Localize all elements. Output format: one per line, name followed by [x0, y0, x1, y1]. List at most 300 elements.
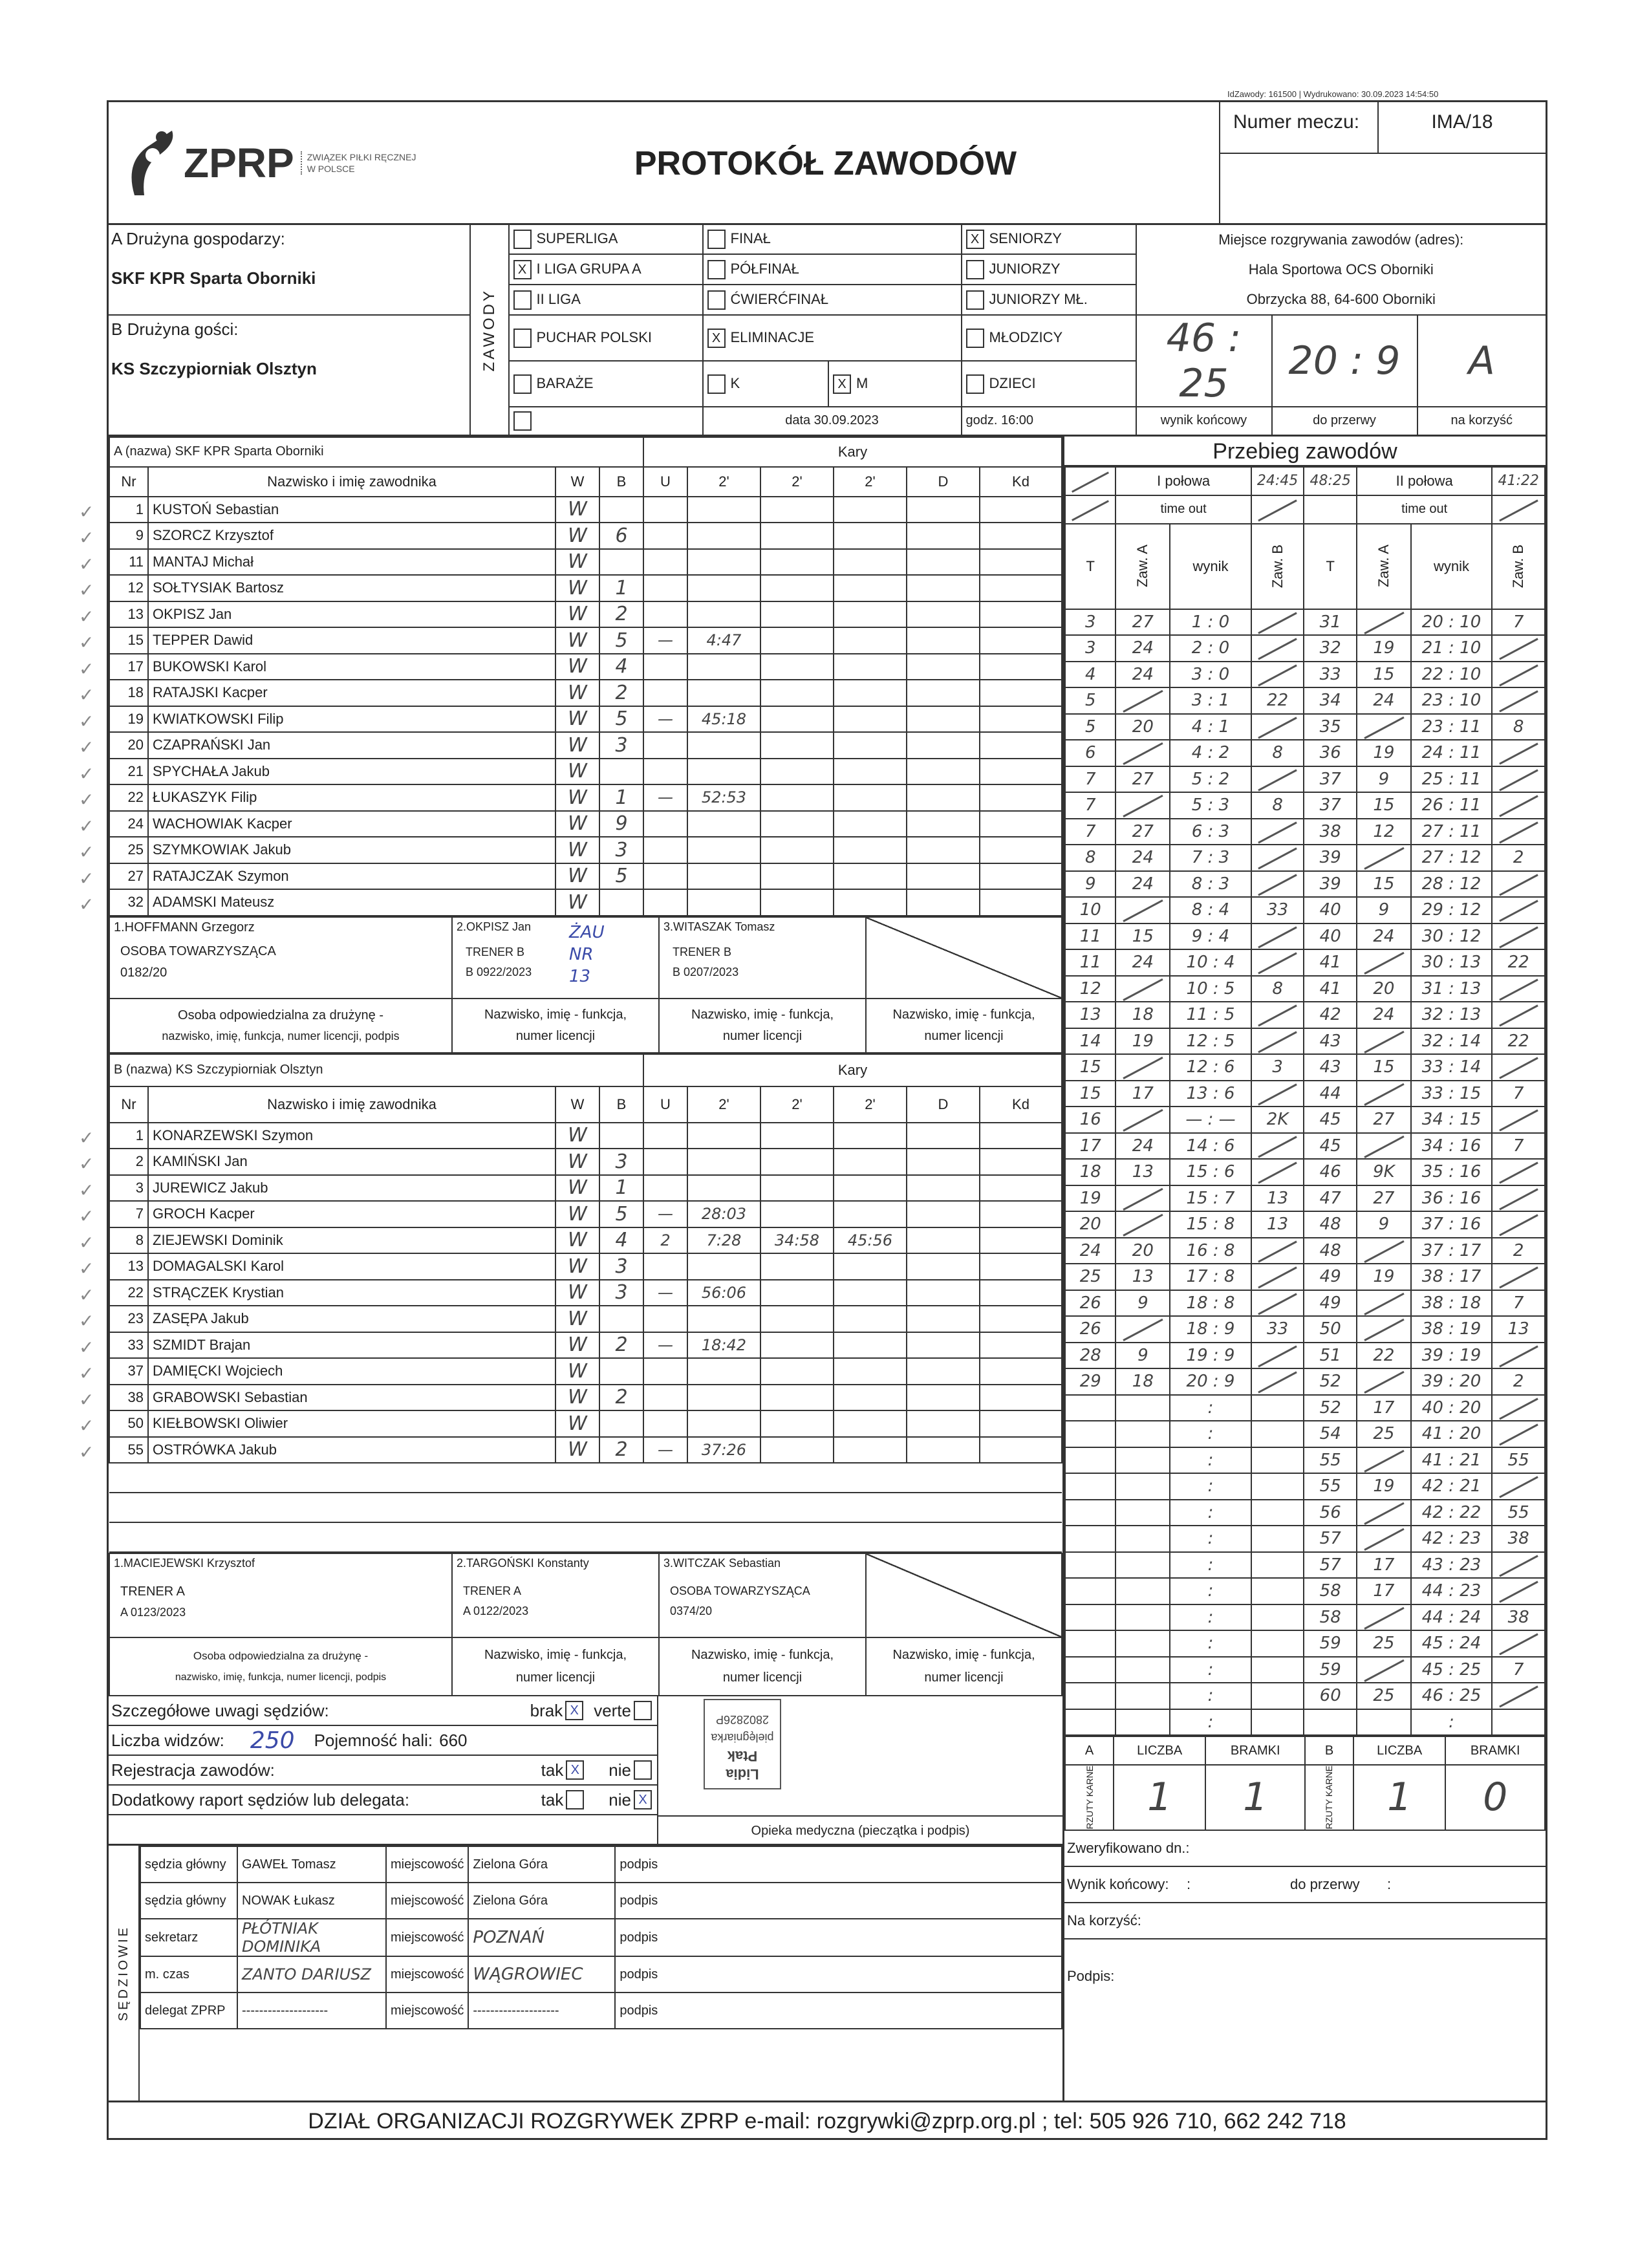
- running-score[interactable]: :: [1170, 1447, 1251, 1474]
- penalty-kd[interactable]: [980, 654, 1062, 680]
- checkbox-superliga[interactable]: [513, 230, 532, 249]
- team-b-scorer[interactable]: [1492, 635, 1545, 662]
- team-a-scorer[interactable]: 12: [1357, 819, 1411, 845]
- team-b-scorer[interactable]: [1251, 1028, 1304, 1055]
- penalty-p1[interactable]: 4:47: [687, 627, 760, 654]
- penalty-p3[interactable]: [834, 759, 907, 785]
- player-present[interactable]: W: [555, 1306, 599, 1332]
- penalty-p3[interactable]: [834, 863, 907, 890]
- running-score[interactable]: 23 : 10: [1411, 687, 1493, 714]
- team-b-scorer[interactable]: [1251, 609, 1304, 636]
- penalty-p3[interactable]: [834, 784, 907, 811]
- team-b-scorer[interactable]: [1251, 714, 1304, 740]
- team-b-scorer[interactable]: [1492, 792, 1545, 819]
- penalty-p1[interactable]: [687, 1306, 760, 1332]
- goal-time[interactable]: 45: [1304, 1107, 1357, 1133]
- team-a-scorer[interactable]: 25: [1357, 1683, 1411, 1709]
- penalty-p3[interactable]: [834, 549, 907, 576]
- player-present[interactable]: W: [555, 1358, 599, 1385]
- running-score[interactable]: 4 : 1: [1170, 714, 1251, 740]
- running-score[interactable]: 8 : 4: [1170, 897, 1251, 923]
- penalty-p2[interactable]: [760, 1332, 834, 1359]
- team-a-scorer[interactable]: [1116, 687, 1170, 714]
- team-b-scorer[interactable]: [1492, 1630, 1545, 1657]
- running-score[interactable]: 42 : 23: [1411, 1526, 1493, 1552]
- running-score[interactable]: :: [1411, 1709, 1493, 1736]
- goal-time[interactable]: 35: [1304, 714, 1357, 740]
- team-b-scorer[interactable]: 33: [1251, 1316, 1304, 1343]
- goal-time[interactable]: 16: [1065, 1107, 1116, 1133]
- goal-time[interactable]: 37: [1304, 766, 1357, 793]
- team-b-scorer[interactable]: 2: [1492, 845, 1545, 871]
- penalty-kd[interactable]: [980, 601, 1062, 628]
- checkbox-women[interactable]: [707, 374, 726, 394]
- running-score[interactable]: 37 : 16: [1411, 1211, 1493, 1238]
- goal-time[interactable]: 40: [1304, 897, 1357, 923]
- penalty-p1[interactable]: [687, 523, 760, 549]
- goal-time[interactable]: 5: [1065, 714, 1116, 740]
- referee-name[interactable]: PŁÓTNIAK DOMINIKA: [237, 1919, 386, 1956]
- running-score[interactable]: 15 : 6: [1170, 1159, 1251, 1185]
- penalty-kd[interactable]: [980, 1201, 1062, 1227]
- penalty-u[interactable]: —: [643, 784, 687, 811]
- penalty-d[interactable]: [907, 497, 980, 523]
- team-b-scorer[interactable]: 8: [1251, 740, 1304, 766]
- team-a-scorer[interactable]: [1357, 1290, 1411, 1317]
- team-a-scorer[interactable]: [1116, 897, 1170, 923]
- team-a-scorer[interactable]: [1357, 1081, 1411, 1107]
- team-a-scorer[interactable]: 24: [1116, 635, 1170, 662]
- goal-time[interactable]: 33: [1304, 662, 1357, 688]
- penalty-p1[interactable]: [687, 575, 760, 601]
- team-a-scorer[interactable]: [1357, 1316, 1411, 1343]
- penalty-kd[interactable]: [980, 811, 1062, 837]
- goal-time[interactable]: 9: [1065, 871, 1116, 898]
- running-score[interactable]: 41 : 21: [1411, 1447, 1493, 1474]
- running-score[interactable]: 33 : 14: [1411, 1054, 1493, 1081]
- team-b-scorer[interactable]: [1251, 1002, 1304, 1028]
- team-a-scorer[interactable]: [1116, 1421, 1170, 1447]
- player-present[interactable]: W: [555, 1149, 599, 1175]
- team-a-scorer[interactable]: 25: [1357, 1421, 1411, 1447]
- running-score[interactable]: 42 : 21: [1411, 1473, 1493, 1500]
- running-score[interactable]: 11 : 5: [1170, 1002, 1251, 1028]
- running-score[interactable]: 24 : 11: [1411, 740, 1493, 766]
- penalty-u[interactable]: [643, 837, 687, 863]
- player-goals[interactable]: 2: [599, 601, 643, 628]
- goal-time[interactable]: 47: [1304, 1185, 1357, 1212]
- penalty-p2[interactable]: [760, 1280, 834, 1306]
- penalty-p3[interactable]: [834, 1253, 907, 1280]
- team-b-scorer[interactable]: [1251, 949, 1304, 976]
- penalty-p2[interactable]: [760, 575, 834, 601]
- goal-time[interactable]: 50: [1304, 1316, 1357, 1343]
- team-b-scorer[interactable]: [1492, 1107, 1545, 1133]
- goal-time[interactable]: 49: [1304, 1264, 1357, 1290]
- goal-time[interactable]: 58: [1304, 1578, 1357, 1604]
- team-b-scorer[interactable]: 55: [1492, 1447, 1545, 1474]
- penalty-p2[interactable]: [760, 1358, 834, 1385]
- goal-time[interactable]: 20: [1065, 1211, 1116, 1238]
- goal-time[interactable]: 13: [1065, 1002, 1116, 1028]
- team-a-scorer[interactable]: [1357, 1368, 1411, 1395]
- checkbox-recording-yes[interactable]: X: [566, 1760, 584, 1780]
- penalty-d[interactable]: [907, 1253, 980, 1280]
- penalty-u[interactable]: [643, 732, 687, 759]
- penalty-d[interactable]: [907, 1149, 980, 1175]
- team-b-scorer[interactable]: [1251, 1526, 1304, 1552]
- player-goals[interactable]: 1: [599, 1175, 643, 1202]
- goal-time[interactable]: 49: [1304, 1290, 1357, 1317]
- penalty-d[interactable]: [907, 759, 980, 785]
- penalty-p3[interactable]: [834, 1410, 907, 1437]
- penalty-p2[interactable]: [760, 601, 834, 628]
- penalty-p2[interactable]: [760, 837, 834, 863]
- running-score[interactable]: :: [1170, 1395, 1251, 1421]
- running-score[interactable]: 42 : 22: [1411, 1500, 1493, 1526]
- running-score[interactable]: 38 : 18: [1411, 1290, 1493, 1317]
- checkbox-eliminations[interactable]: X: [707, 329, 726, 348]
- player-present[interactable]: W: [555, 1123, 599, 1149]
- player-present[interactable]: W: [555, 1437, 599, 1463]
- team-a-scorer[interactable]: [1116, 1447, 1170, 1474]
- running-score[interactable]: 26 : 11: [1411, 792, 1493, 819]
- running-score[interactable]: 2 : 0: [1170, 635, 1251, 662]
- team-b-scorer[interactable]: [1492, 819, 1545, 845]
- goal-time[interactable]: 5: [1065, 687, 1116, 714]
- checkbox-extra-report-yes[interactable]: [566, 1790, 584, 1809]
- penalty-u[interactable]: [643, 575, 687, 601]
- player-goals[interactable]: 2: [599, 680, 643, 706]
- penalty-p1[interactable]: [687, 1410, 760, 1437]
- goal-time[interactable]: [1065, 1552, 1116, 1579]
- goal-time[interactable]: 42: [1304, 1002, 1357, 1028]
- team-b-scorer[interactable]: [1492, 1473, 1545, 1500]
- team-b-scorer[interactable]: [1251, 1552, 1304, 1579]
- penalty-u[interactable]: —: [643, 627, 687, 654]
- referee-city[interactable]: WĄGROWIEC: [468, 1956, 615, 1993]
- penalty-u[interactable]: [643, 601, 687, 628]
- team-b-scorer[interactable]: [1251, 1081, 1304, 1107]
- player-goals[interactable]: [599, 889, 643, 916]
- team-b-scorer[interactable]: [1251, 1368, 1304, 1395]
- goal-time[interactable]: 44: [1304, 1081, 1357, 1107]
- team-a-scorer[interactable]: 17: [1357, 1552, 1411, 1579]
- penalty-p1[interactable]: 56:06: [687, 1280, 760, 1306]
- goal-time[interactable]: 3: [1065, 635, 1116, 662]
- goal-time[interactable]: 57: [1304, 1552, 1357, 1579]
- penalty-kd[interactable]: [980, 1385, 1062, 1411]
- running-score[interactable]: 22 : 10: [1411, 662, 1493, 688]
- referee-city[interactable]: POZNAŃ: [468, 1919, 615, 1956]
- timeout-b-2[interactable]: [1492, 495, 1545, 524]
- team-a-scorer[interactable]: 22: [1357, 1343, 1411, 1369]
- goal-time[interactable]: 15: [1065, 1081, 1116, 1107]
- goal-time[interactable]: [1065, 1709, 1116, 1736]
- checkbox-polish-cup[interactable]: [513, 329, 532, 348]
- goal-time[interactable]: [1065, 1421, 1116, 1447]
- penalty-p2[interactable]: [760, 784, 834, 811]
- goal-time[interactable]: 17: [1065, 1133, 1116, 1160]
- team-b-scorer[interactable]: 7: [1492, 1657, 1545, 1683]
- penalty-p3[interactable]: [834, 706, 907, 733]
- running-score[interactable]: 44 : 23: [1411, 1578, 1493, 1604]
- goal-time[interactable]: 52: [1304, 1395, 1357, 1421]
- running-score[interactable]: 9 : 4: [1170, 923, 1251, 950]
- team-a-scorer[interactable]: 17: [1357, 1395, 1411, 1421]
- penalty-p3[interactable]: [834, 654, 907, 680]
- penalty-p3[interactable]: [834, 889, 907, 916]
- penalty-u[interactable]: [643, 1253, 687, 1280]
- team-b-scorer[interactable]: [1492, 1395, 1545, 1421]
- goal-time[interactable]: [1065, 1630, 1116, 1657]
- player-goals[interactable]: [599, 759, 643, 785]
- running-score[interactable]: 30 : 12: [1411, 923, 1493, 950]
- goal-time[interactable]: [1304, 1709, 1357, 1736]
- penalty-kd[interactable]: [980, 1149, 1062, 1175]
- referee-city[interactable]: Zielona Góra: [468, 1883, 615, 1919]
- penalty-p3[interactable]: [834, 680, 907, 706]
- team-a-scorer[interactable]: 27: [1357, 1185, 1411, 1212]
- player-present[interactable]: W: [555, 1410, 599, 1437]
- team-a-scorer[interactable]: [1116, 1657, 1170, 1683]
- running-score[interactable]: :: [1170, 1578, 1251, 1604]
- penalty-u[interactable]: [643, 654, 687, 680]
- goal-time[interactable]: 38: [1304, 819, 1357, 845]
- running-score[interactable]: 38 : 19: [1411, 1316, 1493, 1343]
- running-score[interactable]: 15 : 7: [1170, 1185, 1251, 1212]
- penalty-kd[interactable]: [980, 1306, 1062, 1332]
- team-a-scorer[interactable]: 15: [1357, 792, 1411, 819]
- penalty-p2[interactable]: [760, 889, 834, 916]
- team-a-scorer[interactable]: [1357, 1447, 1411, 1474]
- penalty-u[interactable]: [643, 523, 687, 549]
- penalty-p1[interactable]: [687, 1149, 760, 1175]
- penalty-u[interactable]: —: [643, 1437, 687, 1463]
- penalty-d[interactable]: [907, 1306, 980, 1332]
- player-goals[interactable]: 3: [599, 732, 643, 759]
- running-score[interactable]: 20 : 10: [1411, 609, 1493, 636]
- team-a-scorer[interactable]: 24: [1116, 662, 1170, 688]
- penalty-p3[interactable]: [834, 837, 907, 863]
- penalty-d[interactable]: [907, 706, 980, 733]
- team-a-scorer[interactable]: 13: [1116, 1159, 1170, 1185]
- penalty-p2[interactable]: [760, 680, 834, 706]
- penalty-u[interactable]: —: [643, 1280, 687, 1306]
- goal-time[interactable]: 59: [1304, 1630, 1357, 1657]
- team-a-scorer[interactable]: 24: [1116, 845, 1170, 871]
- team-b-scorer[interactable]: 22: [1492, 1028, 1545, 1055]
- team-b-scorer[interactable]: [1251, 1630, 1304, 1657]
- penalty-d[interactable]: [907, 889, 980, 916]
- player-goals[interactable]: 1: [599, 784, 643, 811]
- penalty-u[interactable]: [643, 680, 687, 706]
- running-score[interactable]: 12 : 6: [1170, 1054, 1251, 1081]
- player-present[interactable]: W: [555, 523, 599, 549]
- player-goals[interactable]: 6: [599, 523, 643, 549]
- player-present[interactable]: W: [555, 1201, 599, 1227]
- running-score[interactable]: :: [1170, 1709, 1251, 1736]
- team-a-scorer[interactable]: 15: [1357, 1054, 1411, 1081]
- team-b-scorer[interactable]: [1251, 1473, 1304, 1500]
- team-b-scorer[interactable]: [1492, 1002, 1545, 1028]
- player-present[interactable]: W: [555, 1227, 599, 1254]
- team-b-scorer[interactable]: 3: [1251, 1054, 1304, 1081]
- goal-time[interactable]: 46: [1304, 1159, 1357, 1185]
- penalty-d[interactable]: [907, 811, 980, 837]
- team-b-scorer[interactable]: 8: [1251, 976, 1304, 1002]
- penalty-p1[interactable]: 28:03: [687, 1201, 760, 1227]
- penalty-kd[interactable]: [980, 1358, 1062, 1385]
- team-b-scorer[interactable]: 38: [1492, 1526, 1545, 1552]
- penalty-u[interactable]: [643, 1149, 687, 1175]
- team-b-scorer[interactable]: 2K: [1251, 1107, 1304, 1133]
- goal-time[interactable]: 48: [1304, 1211, 1357, 1238]
- penalty-d[interactable]: [907, 1280, 980, 1306]
- running-score[interactable]: 5 : 2: [1170, 766, 1251, 793]
- penalty-kd[interactable]: [980, 1280, 1062, 1306]
- goal-time[interactable]: [1065, 1683, 1116, 1709]
- penalty-p2[interactable]: [760, 706, 834, 733]
- running-score[interactable]: 27 : 12: [1411, 845, 1493, 871]
- team-b-scorer[interactable]: [1251, 1657, 1304, 1683]
- team-a-scorer[interactable]: 24: [1357, 687, 1411, 714]
- penalty-u[interactable]: —: [643, 1201, 687, 1227]
- team-a-scorer[interactable]: [1357, 1657, 1411, 1683]
- penalty-d[interactable]: [907, 680, 980, 706]
- penalty-p2[interactable]: [760, 654, 834, 680]
- team-b-scorer[interactable]: [1251, 1578, 1304, 1604]
- penalty-p3[interactable]: [834, 1201, 907, 1227]
- penalty-d[interactable]: [907, 1410, 980, 1437]
- running-score[interactable]: 29 : 12: [1411, 897, 1493, 923]
- penalty-p2[interactable]: [760, 1201, 834, 1227]
- checkbox-no-remarks[interactable]: X: [565, 1701, 583, 1720]
- team-b-scorer[interactable]: 22: [1251, 687, 1304, 714]
- goal-time[interactable]: 59: [1304, 1657, 1357, 1683]
- penalty-kd[interactable]: [980, 1175, 1062, 1202]
- goal-time[interactable]: 7: [1065, 792, 1116, 819]
- penalty-p1[interactable]: [687, 549, 760, 576]
- penalty-p1[interactable]: [687, 863, 760, 890]
- goal-time[interactable]: 7: [1065, 766, 1116, 793]
- team-a-scorer[interactable]: 24: [1116, 1133, 1170, 1160]
- penalty-p2[interactable]: [760, 549, 834, 576]
- running-score[interactable]: 13 : 6: [1170, 1081, 1251, 1107]
- penalty-p2[interactable]: [760, 627, 834, 654]
- running-score[interactable]: 23 : 11: [1411, 714, 1493, 740]
- team-a-scorer[interactable]: 24: [1116, 949, 1170, 976]
- player-present[interactable]: W: [555, 627, 599, 654]
- team-b-scorer[interactable]: [1492, 1159, 1545, 1185]
- team-a-scorer[interactable]: 9: [1116, 1290, 1170, 1317]
- penalty-u[interactable]: [643, 1410, 687, 1437]
- penalty-d[interactable]: [907, 1437, 980, 1463]
- checkbox-extra[interactable]: [513, 411, 532, 431]
- penalty-p3[interactable]: [834, 1306, 907, 1332]
- running-score[interactable]: :: [1170, 1526, 1251, 1552]
- penalty-u[interactable]: [643, 759, 687, 785]
- penalty-p3[interactable]: [834, 1149, 907, 1175]
- team-a-scorer[interactable]: 9: [1357, 1211, 1411, 1238]
- goal-time[interactable]: 36: [1304, 740, 1357, 766]
- player-present[interactable]: W: [555, 863, 599, 890]
- penalty-kd[interactable]: [980, 497, 1062, 523]
- running-score[interactable]: 31 : 13: [1411, 976, 1493, 1002]
- penalty-p1[interactable]: 7:28: [687, 1227, 760, 1254]
- referee-city[interactable]: Zielona Góra: [468, 1846, 615, 1883]
- team-b-scorer[interactable]: [1251, 1604, 1304, 1631]
- penalty-d[interactable]: [907, 627, 980, 654]
- penalty-p3[interactable]: [834, 732, 907, 759]
- player-present[interactable]: W: [555, 1332, 599, 1359]
- penalty-p3[interactable]: [834, 523, 907, 549]
- timeout-b-1[interactable]: [1251, 495, 1304, 524]
- running-score[interactable]: 16 : 8: [1170, 1238, 1251, 1264]
- penalty-p1[interactable]: [687, 680, 760, 706]
- team-a-scorer[interactable]: [1116, 1683, 1170, 1709]
- penalty-u[interactable]: [643, 889, 687, 916]
- running-score[interactable]: 18 : 8: [1170, 1290, 1251, 1317]
- penalty-p1[interactable]: [687, 759, 760, 785]
- penalty-d[interactable]: [907, 863, 980, 890]
- team-b-scorer[interactable]: [1492, 923, 1545, 950]
- penalty-kd[interactable]: [980, 680, 1062, 706]
- team-a-scorer[interactable]: [1357, 1709, 1411, 1736]
- player-goals[interactable]: 3: [599, 1149, 643, 1175]
- team-b-scorer[interactable]: [1251, 1133, 1304, 1160]
- team-a-scorer[interactable]: 9K: [1357, 1159, 1411, 1185]
- goal-time[interactable]: 18: [1065, 1159, 1116, 1185]
- team-b-scorer[interactable]: [1492, 1054, 1545, 1081]
- penalty-p1[interactable]: [687, 732, 760, 759]
- penalty-u[interactable]: [643, 549, 687, 576]
- penalty-p3[interactable]: 45:56: [834, 1227, 907, 1254]
- penalty-u[interactable]: [643, 1123, 687, 1149]
- goal-time[interactable]: [1065, 1500, 1116, 1526]
- team-a-scorer[interactable]: [1357, 1238, 1411, 1264]
- penalty-p1[interactable]: 45:18: [687, 706, 760, 733]
- checkbox-liga2[interactable]: [513, 290, 532, 310]
- running-score[interactable]: 43 : 23: [1411, 1552, 1493, 1579]
- player-goals[interactable]: [599, 497, 643, 523]
- penalty-p3[interactable]: [834, 1385, 907, 1411]
- checkbox-verte[interactable]: [634, 1701, 652, 1720]
- checkbox-children[interactable]: [966, 374, 984, 394]
- team-b-scorer[interactable]: 8: [1251, 792, 1304, 819]
- goal-time[interactable]: 41: [1304, 949, 1357, 976]
- penalty-kd[interactable]: [980, 575, 1062, 601]
- team-a-scorer[interactable]: 15: [1357, 662, 1411, 688]
- player-goals[interactable]: [599, 1306, 643, 1332]
- goal-time[interactable]: 28: [1065, 1343, 1116, 1369]
- team-a-scorer[interactable]: [1357, 1500, 1411, 1526]
- team-b-scorer[interactable]: 8: [1492, 714, 1545, 740]
- referee-name[interactable]: ZANTO DARIUSZ: [237, 1956, 386, 1993]
- player-goals[interactable]: 3: [599, 1253, 643, 1280]
- goal-time[interactable]: 60: [1304, 1683, 1357, 1709]
- player-goals[interactable]: 2: [599, 1332, 643, 1359]
- team-a-scorer[interactable]: [1116, 1107, 1170, 1133]
- penalty-p2[interactable]: [760, 523, 834, 549]
- goal-time[interactable]: [1065, 1578, 1116, 1604]
- running-score[interactable]: 14 : 6: [1170, 1133, 1251, 1160]
- penalty-kd[interactable]: [980, 863, 1062, 890]
- penalty-p3[interactable]: [834, 1123, 907, 1149]
- checkbox-men[interactable]: X: [833, 374, 851, 394]
- team-b-scorer[interactable]: [1492, 1683, 1545, 1709]
- penalty-u[interactable]: [643, 1358, 687, 1385]
